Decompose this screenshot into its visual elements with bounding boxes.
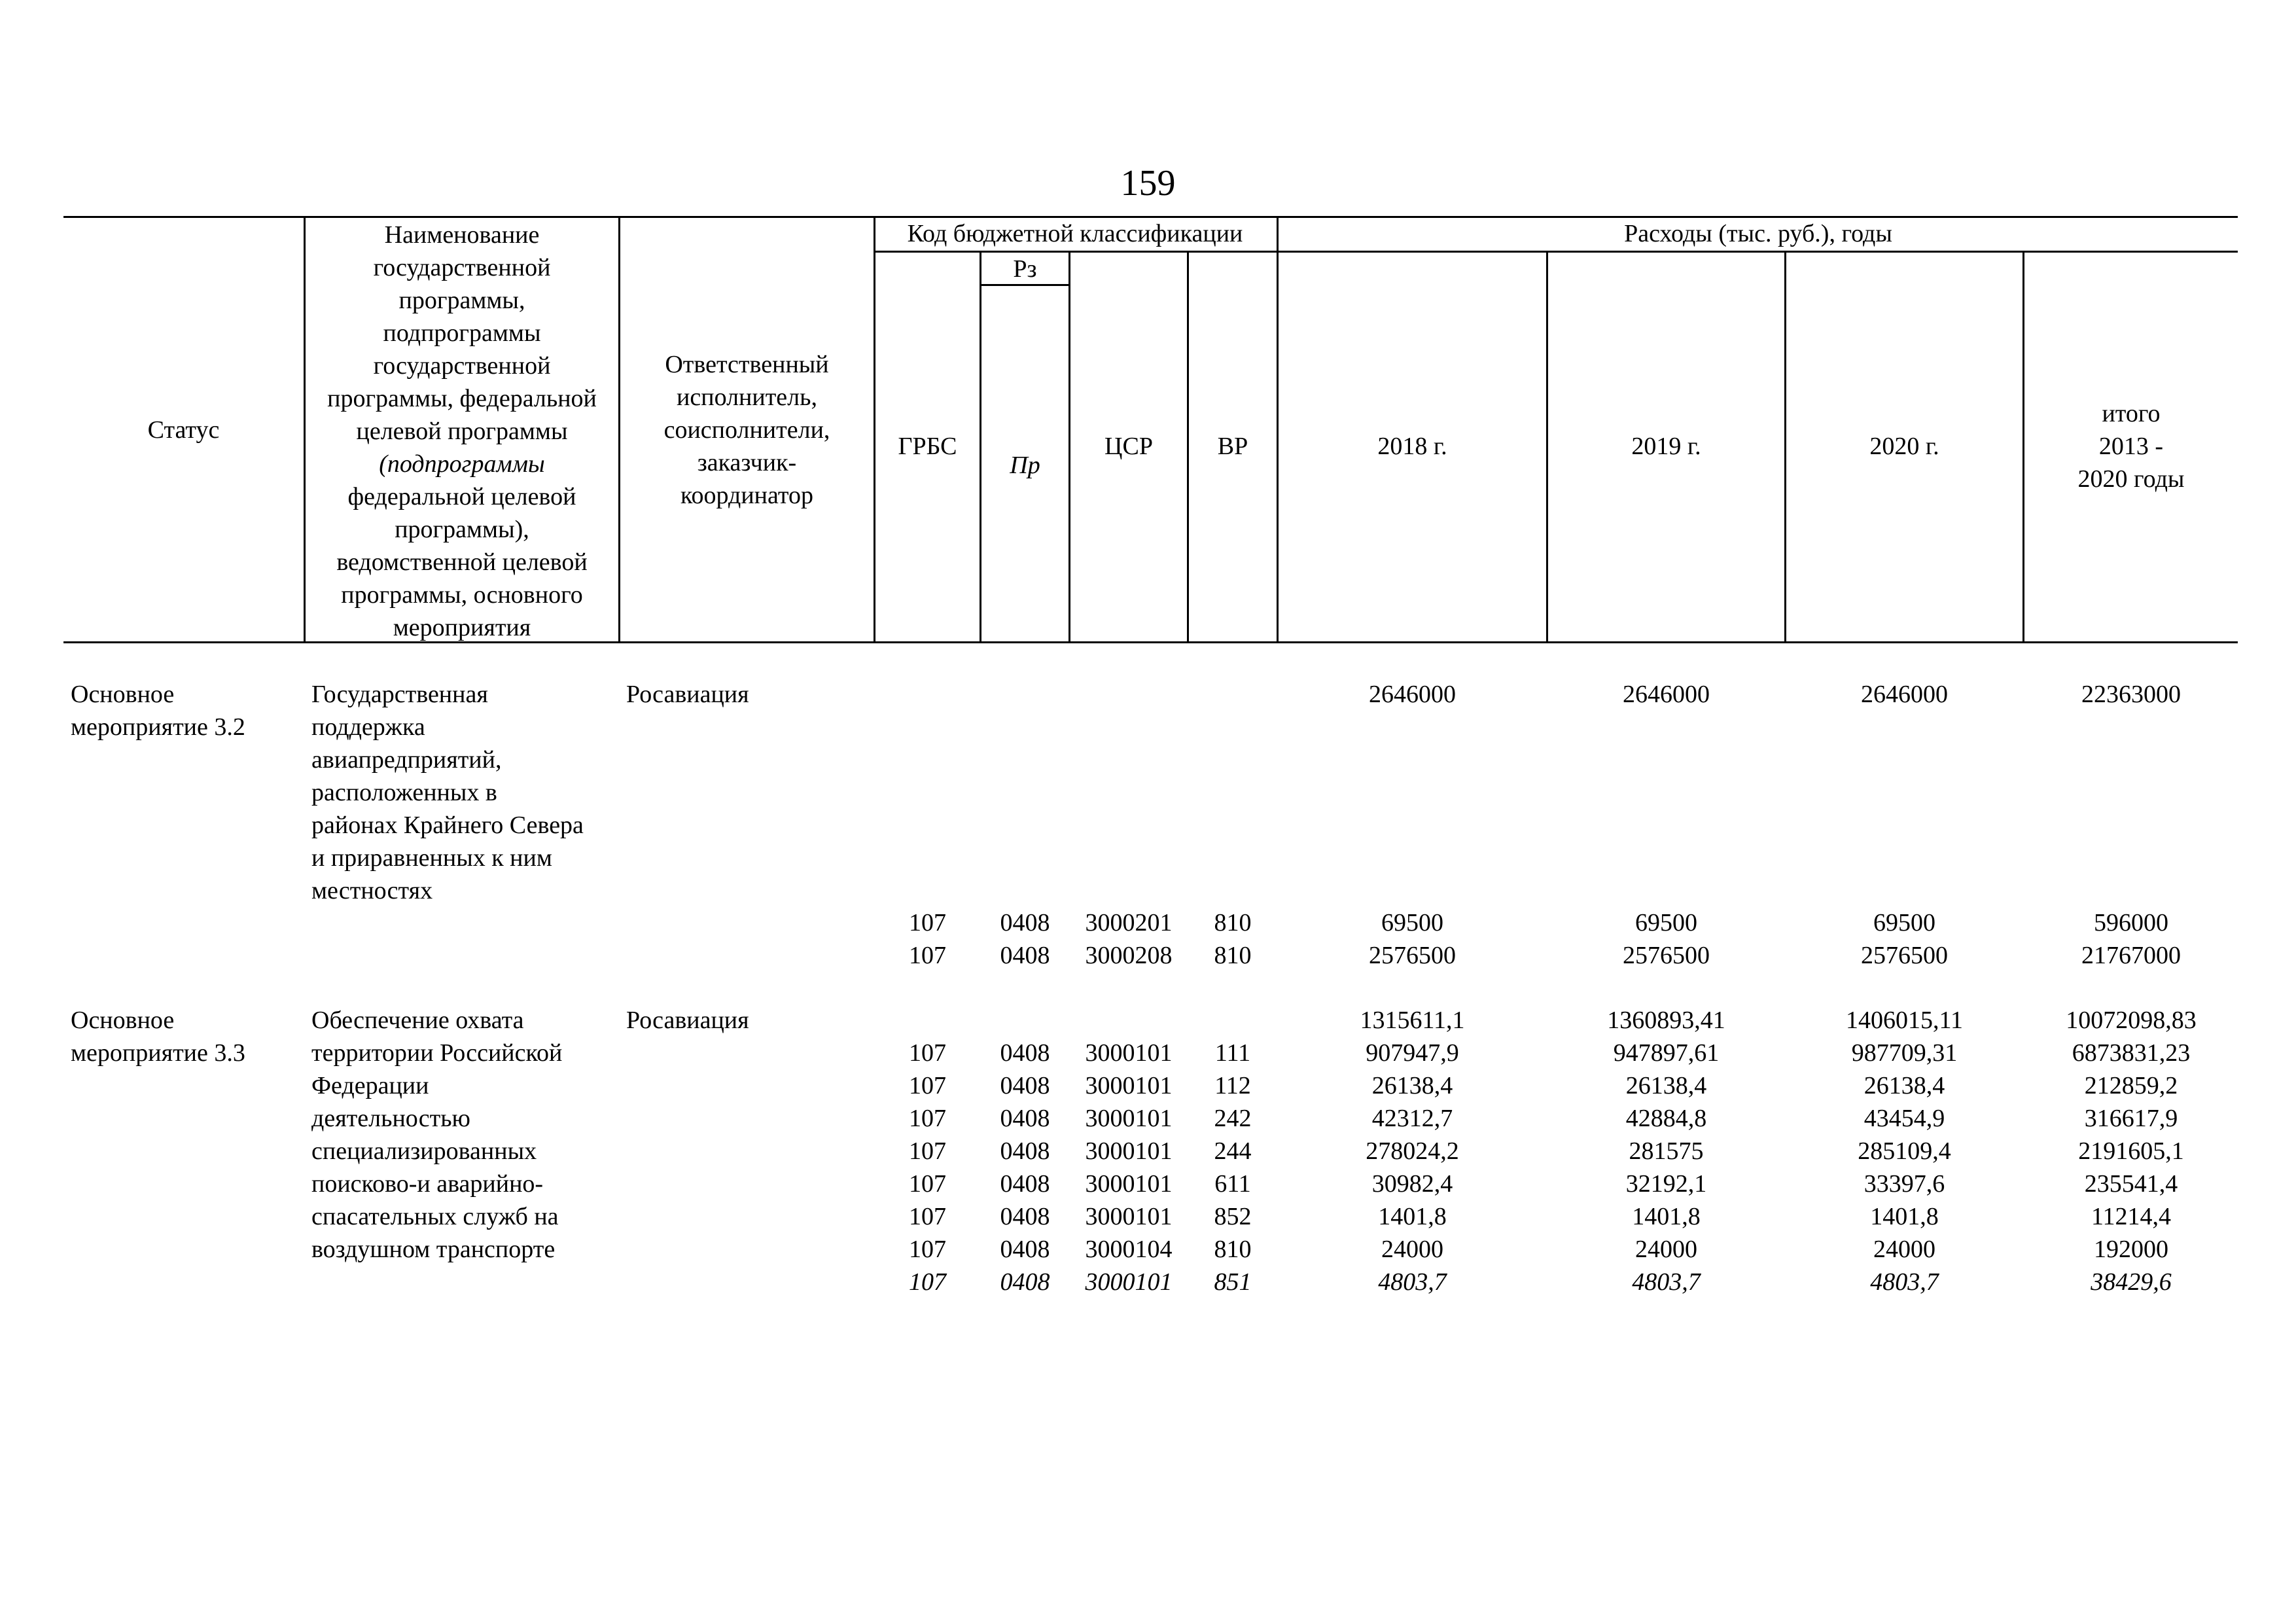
vr-cell: 810 xyxy=(1214,942,1252,969)
csr-cell: 3000101 xyxy=(1085,1268,1173,1296)
csr-cell: 3000101 xyxy=(1085,1203,1173,1230)
rzpr-cell: 0408 xyxy=(1000,909,1050,936)
grbs-cell: 107 xyxy=(909,942,946,969)
csr-cell: 3000104 xyxy=(1085,1236,1173,1263)
csr-cell: 3000101 xyxy=(1085,1072,1173,1099)
header-name: Наименование государственной программы, подпрограммы государственной программы, федеральной целевой программы (подпрограммы федеральной целевой программы), ведомственной целевой программы, основного мероприятия xyxy=(327,221,597,641)
header-csr: ЦСР xyxy=(1104,433,1153,460)
value-2019: 69500 xyxy=(1635,909,1697,936)
value-2018: 1401,8 xyxy=(1378,1203,1447,1230)
vr-cell: 242 xyxy=(1214,1105,1252,1132)
header-expenses: Расходы (тыс. руб.), годы xyxy=(1624,220,1892,247)
value-2019: 32192,1 xyxy=(1625,1170,1707,1198)
vr-cell: 611 xyxy=(1214,1170,1251,1198)
value-total: 21767000 xyxy=(2081,942,2181,969)
block-status: Основное мероприятие 3.3 xyxy=(71,1007,245,1067)
value-2020: 2576500 xyxy=(1861,942,1948,969)
block-name: Обеспечение охвата территории Российской Федерации деятельностью специализированных поисково-и аварийно- спасательных служб на воздушном транспорте xyxy=(311,1007,563,1263)
value-total: 38429,6 xyxy=(2091,1268,2172,1296)
grbs-cell: 107 xyxy=(909,1236,946,1263)
rzpr-cell: 0408 xyxy=(1000,942,1050,969)
value-total: 10072098,83 xyxy=(2066,1007,2197,1034)
block-executor: Росавиация xyxy=(626,1007,749,1034)
col-rule xyxy=(874,216,875,643)
value-total: 192000 xyxy=(2094,1236,2168,1263)
rzpr-cell: 0408 xyxy=(1000,1236,1050,1263)
vr-cell: 112 xyxy=(1214,1072,1251,1099)
rzpr-cell: 0408 xyxy=(1000,1170,1050,1198)
header-pr: Пр xyxy=(1010,452,1040,479)
csr-cell: 3000101 xyxy=(1085,1039,1173,1067)
value-2018: 26138,4 xyxy=(1371,1072,1453,1099)
block-executor: Росавиация xyxy=(626,681,749,708)
value-2018: 278024,2 xyxy=(1366,1137,1459,1165)
value-2018: 30982,4 xyxy=(1371,1170,1453,1198)
header-2018: 2018 г. xyxy=(1377,433,1447,460)
value-2020: 26138,4 xyxy=(1863,1072,1945,1099)
value-2019: 4803,7 xyxy=(1632,1268,1701,1296)
value-2020: 1406015,11 xyxy=(1845,1007,1964,1034)
vr-cell: 244 xyxy=(1214,1137,1252,1165)
value-total: 11214,4 xyxy=(2091,1203,2172,1230)
value-2019: 947897,61 xyxy=(1613,1039,1720,1067)
value-2020: 285109,4 xyxy=(1858,1137,1951,1165)
header-total: итого 2013 - 2020 годы xyxy=(2077,400,2185,493)
rzpr-cell: 0408 xyxy=(1000,1137,1050,1165)
value-2018: 69500 xyxy=(1381,909,1443,936)
value-2018: 42312,7 xyxy=(1371,1105,1453,1132)
value-2018: 2646000 xyxy=(1369,681,1456,708)
vr-cell: 851 xyxy=(1214,1268,1252,1296)
rzpr-cell: 0408 xyxy=(1000,1072,1050,1099)
value-2019: 24000 xyxy=(1635,1236,1697,1263)
value-2018: 2576500 xyxy=(1369,942,1456,969)
value-2019: 281575 xyxy=(1629,1137,1704,1165)
value-2019: 1401,8 xyxy=(1632,1203,1701,1230)
value-2018: 907947,9 xyxy=(1366,1039,1459,1067)
value-total: 596000 xyxy=(2094,909,2168,936)
csr-cell: 3000101 xyxy=(1085,1137,1173,1165)
header-rz: Рз xyxy=(1013,255,1037,283)
value-2020: 69500 xyxy=(1873,909,1935,936)
header-budget-code: Код бюджетной классификации xyxy=(907,220,1243,247)
value-total: 6873831,23 xyxy=(2072,1039,2191,1067)
block-name: Государственная поддержка авиапредприятий, расположенных в районах Крайнего Севера и приравненных к ним местностях xyxy=(311,681,584,904)
vr-cell: 810 xyxy=(1214,1236,1252,1263)
header-grbs: ГРБС xyxy=(898,433,957,460)
grbs-cell: 107 xyxy=(909,1268,946,1296)
col-rule xyxy=(980,251,981,643)
value-total: 212859,2 xyxy=(2084,1072,2178,1099)
vr-cell: 111 xyxy=(1214,1039,1251,1067)
csr-cell: 3000208 xyxy=(1085,942,1173,969)
header-status: Статус xyxy=(147,416,220,444)
header-executor: Ответственный исполнитель, соисполнители, заказчик- координатор xyxy=(663,351,830,509)
value-2018: 4803,7 xyxy=(1378,1268,1447,1296)
value-2020: 2646000 xyxy=(1861,681,1948,708)
value-2019: 2646000 xyxy=(1623,681,1710,708)
grbs-cell: 107 xyxy=(909,1072,946,1099)
grbs-cell: 107 xyxy=(909,1137,946,1165)
value-2019: 42884,8 xyxy=(1625,1105,1707,1132)
csr-cell: 3000201 xyxy=(1085,909,1173,936)
csr-cell: 3000101 xyxy=(1085,1105,1173,1132)
header-2020: 2020 г. xyxy=(1869,433,1939,460)
vr-cell: 810 xyxy=(1214,909,1252,936)
value-2019: 2576500 xyxy=(1623,942,1710,969)
value-2018: 1315611,1 xyxy=(1360,1007,1465,1034)
page-number: 159 xyxy=(1120,163,1176,204)
value-2020: 1401,8 xyxy=(1870,1203,1939,1230)
grbs-cell: 107 xyxy=(909,1105,946,1132)
grbs-cell: 107 xyxy=(909,1039,946,1067)
value-2020: 24000 xyxy=(1873,1236,1935,1263)
grbs-cell: 107 xyxy=(909,1203,946,1230)
grbs-cell: 107 xyxy=(909,1170,946,1198)
rzpr-cell: 0408 xyxy=(1000,1105,1050,1132)
header-sub-rule xyxy=(874,251,2238,253)
csr-cell: 3000101 xyxy=(1085,1170,1173,1198)
vr-cell: 852 xyxy=(1214,1203,1252,1230)
value-2020: 4803,7 xyxy=(1870,1268,1939,1296)
header-2019: 2019 г. xyxy=(1631,433,1701,460)
block-status: Основное мероприятие 3.2 xyxy=(71,681,245,741)
value-2019: 1360893,41 xyxy=(1607,1007,1725,1034)
rzpr-cell: 0408 xyxy=(1000,1268,1050,1296)
value-total: 316617,9 xyxy=(2084,1105,2178,1132)
value-total: 235541,4 xyxy=(2084,1170,2178,1198)
value-2020: 33397,6 xyxy=(1863,1170,1945,1198)
value-2019: 26138,4 xyxy=(1625,1072,1707,1099)
col-rule xyxy=(1277,216,1279,643)
rzpr-cell: 0408 xyxy=(1000,1039,1050,1067)
rzpr-cell: 0408 xyxy=(1000,1203,1050,1230)
grbs-cell: 107 xyxy=(909,909,946,936)
value-2018: 24000 xyxy=(1381,1236,1443,1263)
header-vr: ВР xyxy=(1217,433,1248,460)
value-2020: 43454,9 xyxy=(1863,1105,1945,1132)
value-2020: 987709,31 xyxy=(1851,1039,1958,1067)
value-total: 22363000 xyxy=(2081,681,2181,708)
value-total: 2191605,1 xyxy=(2078,1137,2184,1165)
